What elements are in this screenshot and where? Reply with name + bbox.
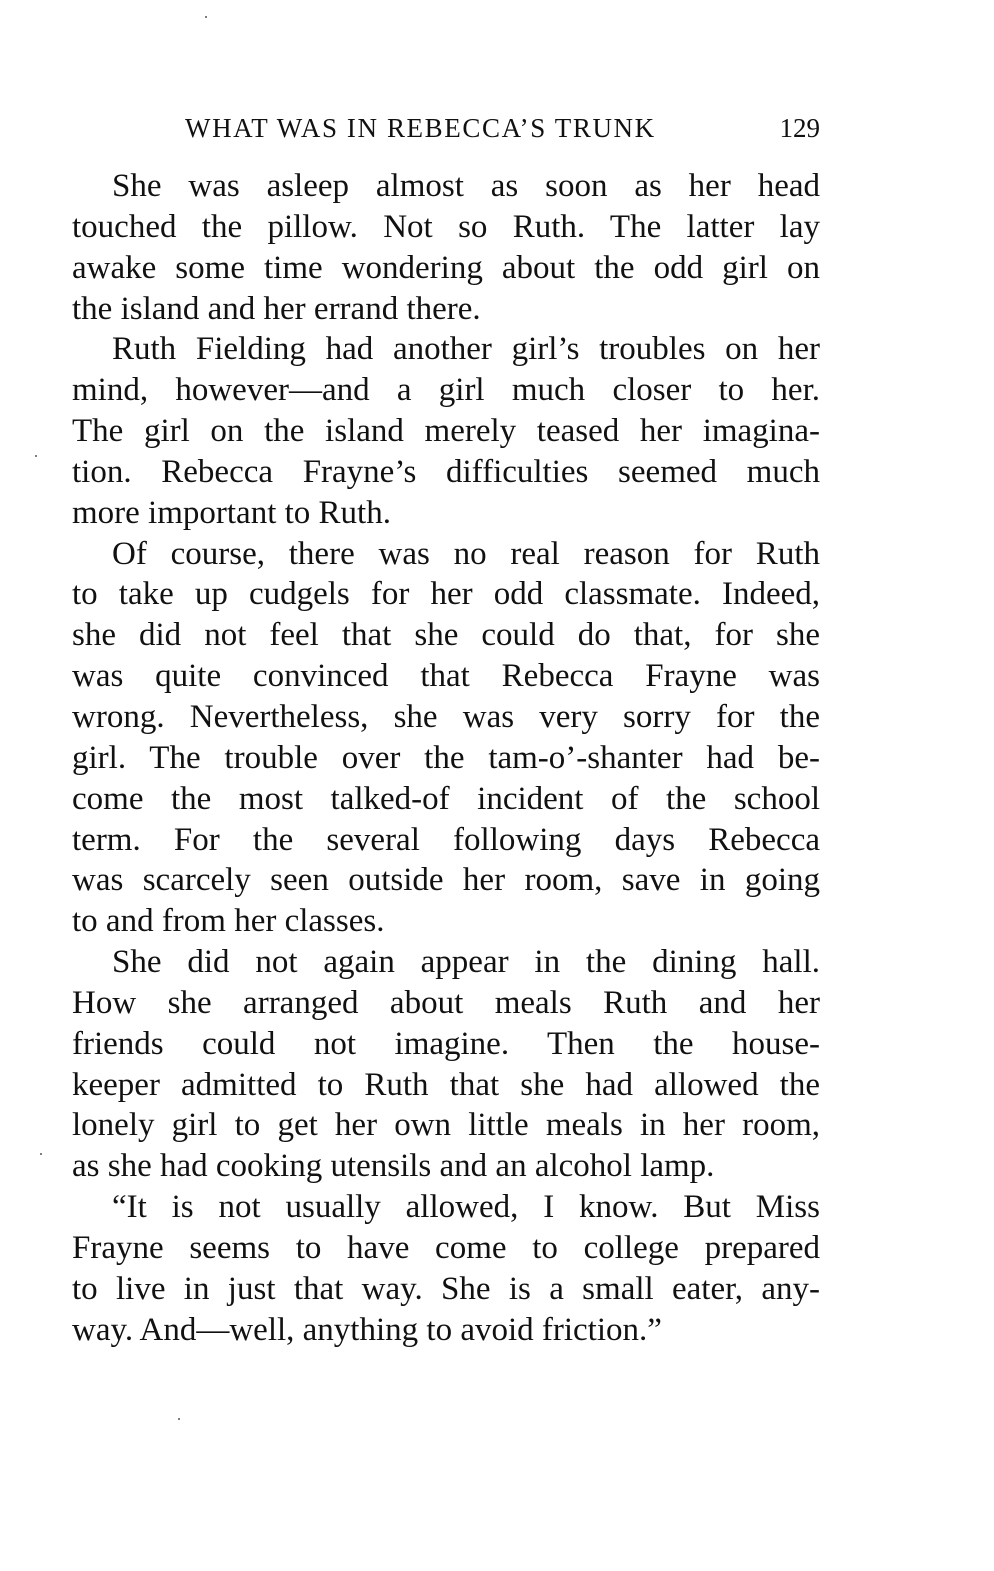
text-line: come the most talked-of incident of the school	[72, 780, 820, 817]
text-line: was quite convinced that Rebecca Frayne was	[72, 658, 820, 695]
text-line: The girl on the island merely teased her imagina-	[72, 413, 820, 450]
text-line: she did not feel that she could do that, for she	[72, 617, 820, 654]
text-line: “It is not usually allowed, I know. But Miss	[112, 1189, 820, 1226]
text-line: awake some time wondering about the odd girl on	[72, 249, 820, 286]
text-line: girl. The trouble over the tam-o’-shanter had be-	[72, 739, 820, 776]
text-line: as she had cooking utensils and an alcohol lamp.	[72, 1148, 715, 1185]
text-line: keeper admitted to Ruth that she had allowed the	[72, 1066, 820, 1103]
text-line: Frayne seems to have come to college prepared	[72, 1229, 820, 1266]
scan-speck	[35, 455, 37, 457]
scan-speck	[40, 1153, 42, 1155]
text-line: wrong. Nevertheless, she was very sorry for the	[72, 698, 820, 735]
text-line: friends could not imagine. Then the house-	[72, 1025, 820, 1062]
text-line: tion. Rebecca Frayne’s difficulties seemed much	[72, 453, 820, 490]
paragraph	[72, 1187, 820, 1350]
text-line: to take up cudgels for her odd classmate. Indeed,	[72, 576, 820, 613]
text-line: term. For the several following days Rebecca	[72, 821, 820, 858]
page-number: 129	[779, 113, 820, 143]
paragraph	[72, 942, 820, 1187]
text-line: lonely girl to get her own little meals in her room,	[72, 1107, 820, 1144]
text-line: How she arranged about meals Ruth and her	[72, 984, 820, 1021]
paragraph	[72, 534, 820, 942]
scan-speck	[205, 16, 207, 18]
text-line: to and from her classes.	[72, 903, 385, 940]
text-line: way. And—well, anything to avoid friction.”	[72, 1311, 662, 1348]
text-line: touched the pillow. Not so Ruth. The latter lay	[72, 208, 820, 245]
scan-speck	[178, 1418, 180, 1420]
text-line: more important to Ruth.	[72, 494, 391, 531]
text-line: was scarcely seen outside her room, save in going	[72, 862, 820, 899]
text-line: Ruth Fielding had another girl’s troubles on her	[112, 331, 820, 368]
text-line: mind, however—and a girl much closer to her.	[72, 372, 820, 409]
text-line: She did not again appear in the dining hall.	[112, 944, 820, 981]
text-line: She was asleep almost as soon as her head	[112, 168, 820, 204]
paragraph	[72, 329, 820, 533]
running-title: WHAT WAS IN REBECCA’S TRUNK	[185, 113, 656, 143]
text-line: to live in just that way. She is a small eater, any-	[72, 1270, 820, 1307]
paragraph	[72, 166, 820, 329]
body-text	[72, 166, 820, 1350]
text-line: the island and her errand there.	[72, 290, 481, 327]
running-head	[72, 108, 820, 148]
text-line: Of course, there was no real reason for Ruth	[112, 535, 820, 572]
